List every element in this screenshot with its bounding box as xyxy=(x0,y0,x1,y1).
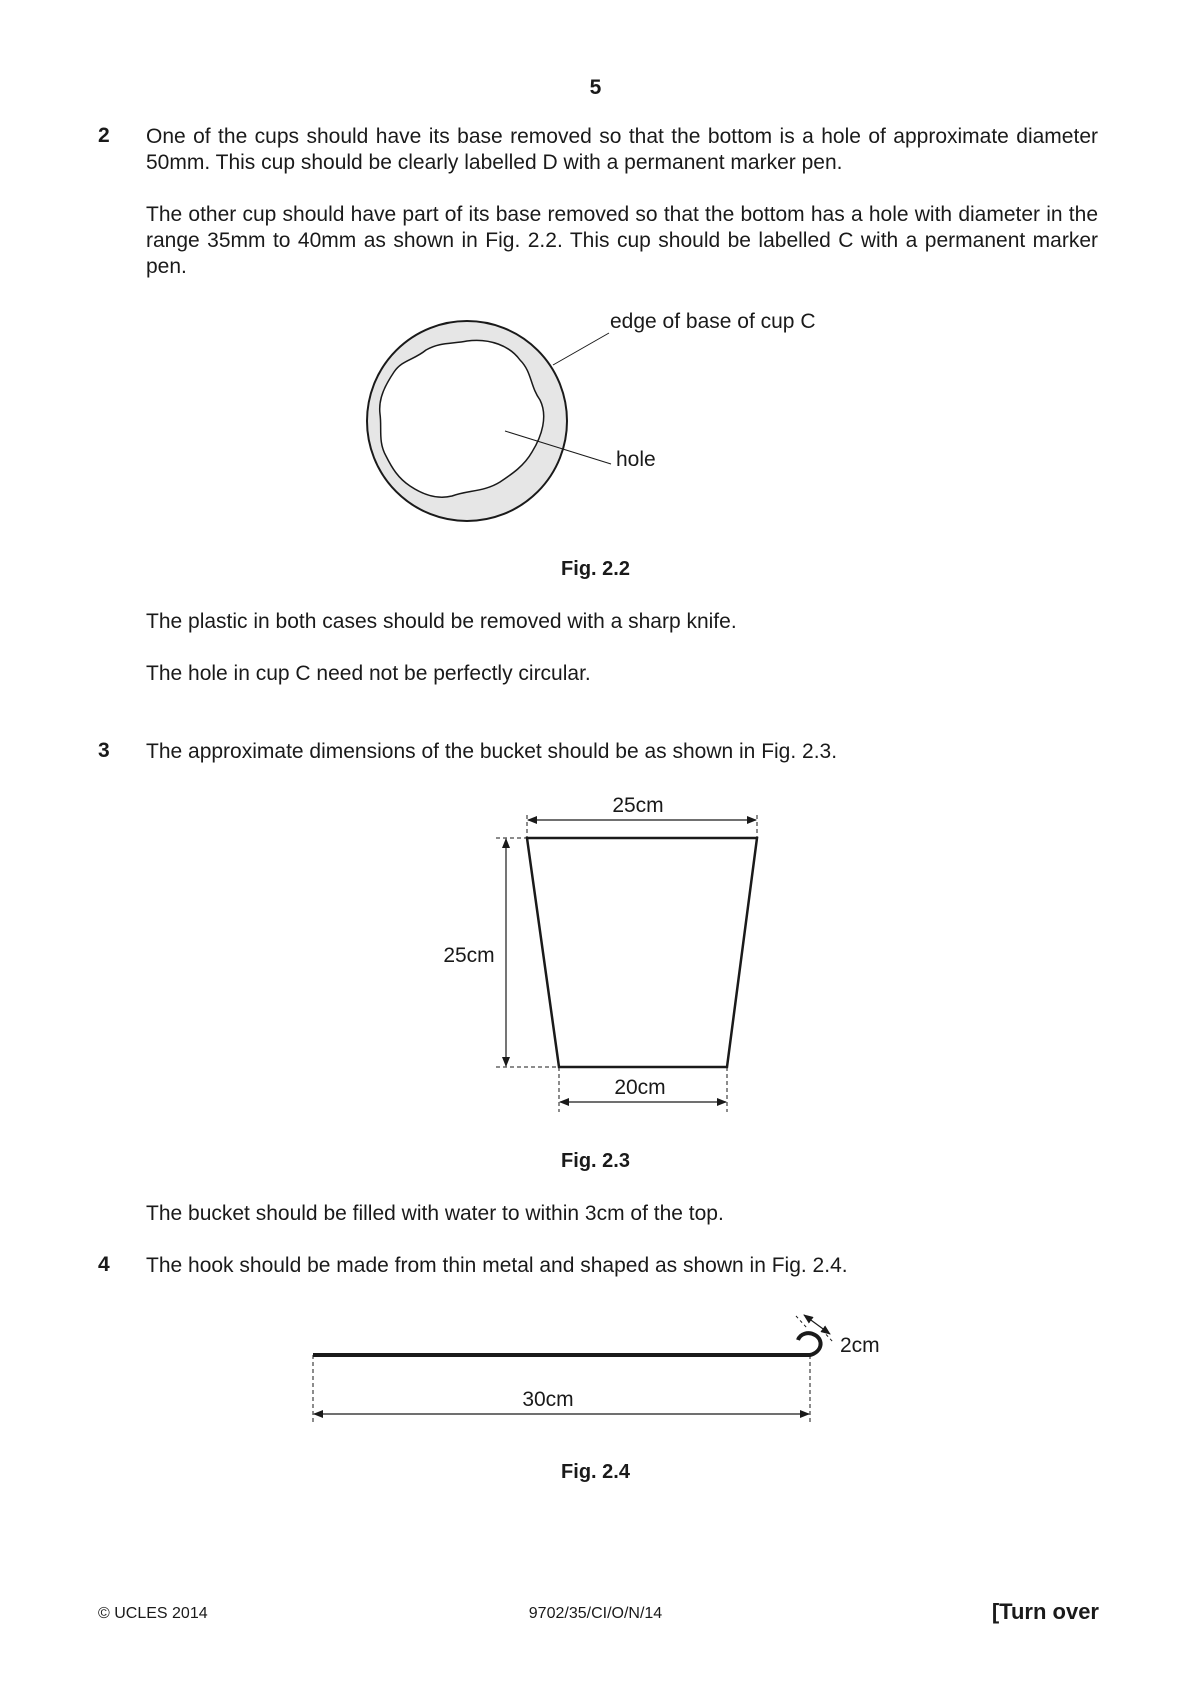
label-hole: hole xyxy=(616,448,656,471)
fig-2-2-caption: Fig. 2.2 xyxy=(561,558,630,580)
hole-outline xyxy=(380,340,544,497)
top-width-label: 25cm xyxy=(612,794,664,817)
q3-paragraph-2: The bucket should be filled with water to within 3cm of the top. xyxy=(146,1202,724,1225)
hole-leader-line xyxy=(505,431,611,464)
footer-paper-code: 9702/35/CI/O/N/14 xyxy=(528,1605,663,1622)
footer-copyright: © UCLES 2014 xyxy=(98,1605,208,1622)
q2-paragraph-1: One of the cups should have its base removed so that the bottom is a hole of approximate diameter 50mm. This cup should be clearly labelled D with a permanent marker pen. xyxy=(146,125,1098,174)
page-number: 5 xyxy=(589,76,602,99)
edge-leader-line xyxy=(553,333,609,365)
q2-paragraph-4: The hole in cup C need not be perfectly circular. xyxy=(146,662,591,685)
bottom-width-label: 20cm xyxy=(614,1076,666,1099)
hook-size-label: 2cm xyxy=(840,1334,880,1357)
hook-curl xyxy=(798,1333,821,1355)
hook-size-extension-1 xyxy=(796,1316,807,1328)
q4-paragraph-1: The hook should be made from thin metal and shaped as shown in Fig. 2.4. xyxy=(146,1254,848,1277)
hook-size-arrow xyxy=(804,1315,830,1334)
bucket-outline xyxy=(527,838,757,1067)
hook-size-extension-2 xyxy=(822,1330,833,1342)
fig-2-4-caption: Fig. 2.4 xyxy=(561,1461,630,1483)
length-label: 30cm xyxy=(522,1388,574,1411)
height-label: 25cm xyxy=(443,944,495,967)
question-number-3: 3 xyxy=(98,739,110,762)
cup-base-edge xyxy=(367,321,567,521)
q2-paragraph-3: The plastic in both cases should be removed with a sharp knife. xyxy=(146,610,737,633)
q3-paragraph-1: The approximate dimensions of the bucket should be as shown in Fig. 2.3. xyxy=(146,740,838,763)
label-edge-of-base: edge of base of cup C xyxy=(610,310,816,333)
turn-over-label: [Turn over xyxy=(991,1599,1099,1624)
q2-paragraph-2: The other cup should have part of its base removed so that the bottom has a hole with diameter in the range 35mm to 40mm as shown in Fig. 2.2. This cup should be labelled C with a permanent marker pen. xyxy=(146,203,1098,278)
question-number-4: 4 xyxy=(98,1253,110,1276)
fig-2-3-caption: Fig. 2.3 xyxy=(561,1150,630,1172)
question-number-2: 2 xyxy=(98,124,110,147)
